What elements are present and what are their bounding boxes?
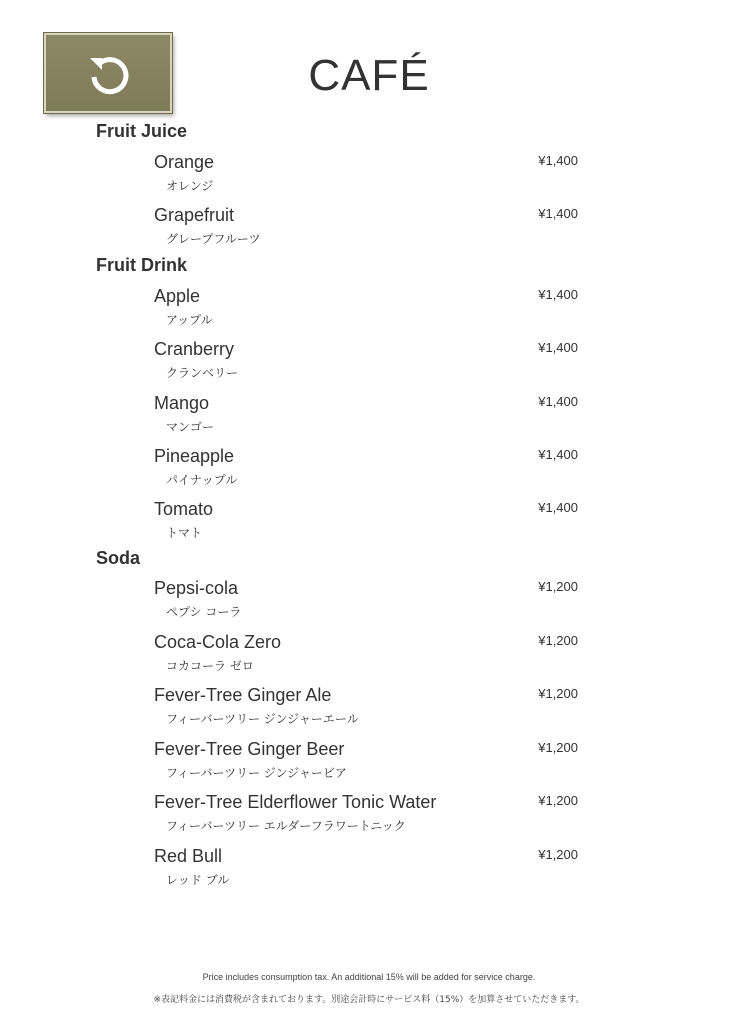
item-name-jp: トマト bbox=[166, 526, 203, 540]
footer-note-en: Price includes consumption tax. An additional 15% will be added for service charge. bbox=[202, 972, 536, 982]
item-name: Pineapple bbox=[154, 446, 235, 466]
item-name: Apple bbox=[154, 286, 201, 306]
page-title: CAFÉ bbox=[308, 51, 430, 100]
item-name: Coca-Cola Zero bbox=[154, 632, 282, 652]
item-name: Grapefruit bbox=[154, 205, 235, 225]
item-price: ¥1,200 bbox=[538, 686, 578, 701]
item-name: Cranberry bbox=[154, 339, 235, 359]
item-name-jp: フィーバーツリー ジンジャービア bbox=[166, 766, 347, 780]
item-name-jp: マンゴー bbox=[166, 420, 215, 434]
item-price: ¥1,400 bbox=[538, 206, 578, 221]
item-name-jp: クランベリー bbox=[166, 366, 239, 380]
item-name-jp: アップル bbox=[166, 313, 213, 327]
item-name: Tomato bbox=[154, 499, 214, 519]
item-name: Mango bbox=[154, 393, 210, 413]
item-price: ¥1,400 bbox=[538, 287, 578, 302]
section-title-fruit-juice: Fruit Juice bbox=[96, 121, 188, 141]
item-price: ¥1,200 bbox=[538, 793, 578, 808]
section-title-soda: Soda bbox=[96, 548, 141, 568]
item-price: ¥1,400 bbox=[538, 153, 578, 168]
item-name: Fever-Tree Ginger Beer bbox=[154, 739, 345, 759]
item-name-jp: オレンジ bbox=[166, 179, 214, 193]
item-name: Red Bull bbox=[154, 846, 223, 866]
item-name: Fever-Tree Ginger Ale bbox=[154, 685, 332, 705]
item-name-jp: フィーバーツリー エルダーフラワートニック bbox=[166, 819, 406, 833]
item-name: Fever-Tree Elderflower Tonic Water bbox=[154, 792, 437, 812]
section-title-fruit-drink: Fruit Drink bbox=[96, 255, 188, 275]
item-price: ¥1,200 bbox=[538, 847, 578, 862]
item-name: Pepsi-cola bbox=[154, 578, 239, 598]
item-price: ¥1,400 bbox=[538, 500, 578, 515]
item-price: ¥1,200 bbox=[538, 579, 578, 594]
item-name-jp: ペプシ コーラ bbox=[166, 605, 242, 619]
item-price: ¥1,200 bbox=[538, 633, 578, 648]
item-name-jp: グレープフルーツ bbox=[166, 232, 261, 246]
item-price: ¥1,200 bbox=[538, 740, 578, 755]
item-price: ¥1,400 bbox=[538, 394, 578, 409]
item-price: ¥1,400 bbox=[538, 447, 578, 462]
item-price: ¥1,400 bbox=[538, 340, 578, 355]
item-name: Orange bbox=[154, 152, 215, 172]
item-name-jp: レッド ブル bbox=[166, 873, 230, 887]
item-name-jp: パイナップル bbox=[166, 473, 238, 487]
item-name-jp: フィーバーツリー ジンジャーエール bbox=[166, 712, 359, 726]
footer-note-jp: ※表記料金には消費税が含まれております。別途会計時にサービス料（15%）を加算させていただきます。 bbox=[153, 995, 585, 1005]
item-name-jp: コカコーラ ゼロ bbox=[166, 659, 254, 673]
